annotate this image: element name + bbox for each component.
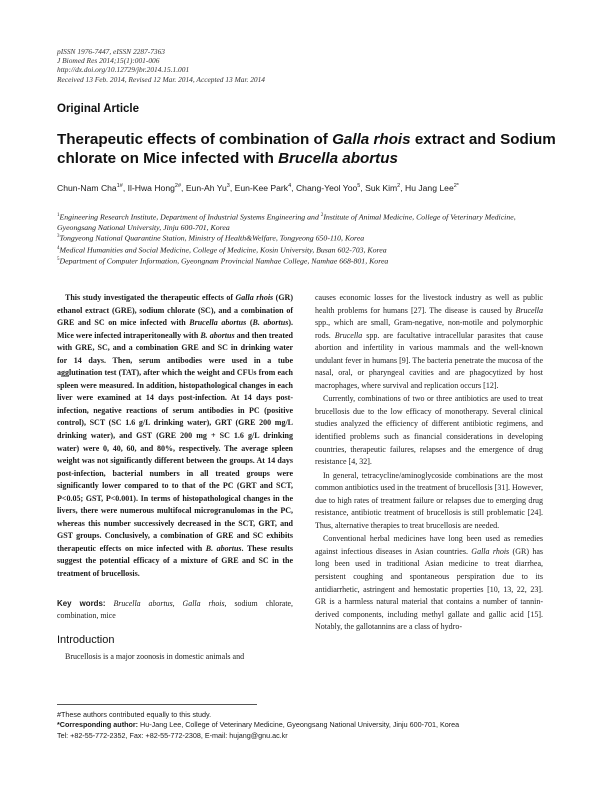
left-column	[57, 292, 293, 663]
title-text-1: Therapeutic effects of combination of	[57, 131, 333, 148]
footnote-contact: Tel: +82-55-772-2352, Fax: +82-55-772-2308, E-mail: hujang@gnu.ac.kr	[57, 730, 288, 740]
right-column	[315, 292, 543, 635]
citation: J Biomed Res 2014;15(1):001-006	[57, 56, 160, 66]
introduction-paragraph: Brucellosis is a major zoonosis in domestic animals and	[65, 651, 245, 661]
keywords-italic: Brucella abortus, Galla rhois,	[113, 598, 227, 608]
affiliation-3: $^3$Tongyeong National Quarantine Station, Ministry of Health&Welfare, Tongyeong 650-110, Korea	[57, 234, 365, 243]
body-paragraph-4: Conventional herbal medicines have long been used as remedies against infectious diseases in Asian countries. Galla rhois (GR) has long been used in traditional Asian medicine to treat diarrhea, persistent coughing and spontaneous perspiration due to its antidiarrhetic, astringent and hemostatic properties [10, 13, 22, 23]. GR is a harmless natural material that contains a number of tannin-derived components, including methyl gallate and gallic acid [15]. Notably, the gallotannins are a class of hydro-	[315, 534, 543, 632]
abstract: This study investigated the therapeutic effects of Galla rhois (GR) ethanol extract (GRE), sodium chlorate (SC), and a combination of GRE and SC on mice infected with Brucella abortus (B. abortus). Mice were infected intraperitoneally with B. abortus and then treated with GRE, SC, and a combination GRE and SC in drinking water for 14 days. Then, serum antibodies were used in a tube agglutination test (TAT), after which the weight and CFUs from each spleen were measured. In addition, histopathological changes in each liver were examined at 14 days post-infection. At 14 days post-infection, negative reactions of serum antibodies in PC (positive control), SCT (SC 1.6 g/L drinking water), GRT (GRE 200 mg/L drinking water), and GST (GRE 200 mg + SC 1.6 g/L drinking water) were 0, 40, 60, and 80%, respectively. The average spleen weight was not significantly different between the groups. At 14 days post-infection, bacterial numbers in all treated groups were significantly lower compared to to that of the PC (GRT and SCT, P<0.05; GST, P<0.001). In terms of histopathological changes in the livers, there were numerous multifocal microgranulomas in the PC, whereas this number successively decreased in the SCT, GRT, and GST groups. Conclusively, a combination of GRE and SC exhibits therapeutic effects on mice infected with B. abortus. These results suggest the potential efficacy of a mixture of GRE and SC in the treatment of brucellosis.	[57, 293, 294, 579]
affiliation-4: $^4$Medical Humanities and Social Medicine, College of Medicine, Kosin University, Busan 602-703, Korea	[57, 245, 387, 255]
author: Chang-Yeol Yoo$^5$	[295, 182, 361, 193]
doi-link[interactable]: http://dx.doi.org/10.12729/jbr.2014.15.1.001	[57, 65, 190, 75]
keywords-rest: sodium chlorate, combination, mice	[57, 598, 293, 620]
author: Suk Kim$^2$	[365, 182, 401, 193]
affiliations	[57, 211, 547, 267]
author: Chun-Nam Cha$^{1\#}$	[57, 182, 123, 193]
affiliation-5: $^5$Department of Computer Information, Gyeongnam Provincial Namhae College, Namhae 668-801, Korea	[57, 257, 389, 266]
footnote-divider	[57, 704, 257, 705]
footnote-corresponding-author: *Corresponding author: Hu-Jang Lee, College of Veterinary Medicine, Gyeongsang National University, Jinju 600-701, Korea	[57, 720, 460, 730]
article-type: Original Article	[57, 103, 140, 115]
author: Hu Jang Lee$^{2*}$	[404, 182, 459, 193]
section-heading-introduction: Introduction	[57, 633, 115, 646]
paper-title	[57, 131, 557, 168]
body-paragraph-1: causes economic losses for the livestock industry as well as public health problems for humans [27]. The disease is caused by Brucella spp., which are small, Gram-negative, non-motile and polymorphic rods. Brucella spp. are facultative intracellular parasites that cause abortion and infertility in various mammals and the well-known undulant fever in humans [9]. The bacteria penetrate the mucosa of the nasal, oral, or pharyngeal cavities and are phagocytized by host macrophages, where survival and replication occurs [12].	[315, 293, 543, 390]
received-dates: Received 13 Feb. 2014, Revised 12 Mar. 2014, Accepted 13 Mar. 2014	[57, 74, 265, 84]
footnote-equal-contribution: #These authors contributed equally to this study.	[57, 710, 212, 719]
title-text-2: extract and Sodium chlorate on Mice infected with	[57, 131, 556, 167]
affiliation-1-2: $^1$Engineering Research Institute, Department of Industrial Systems Engineering and $^2$Institute of Animal Medicine, College of Veterinary Medicine, Gyeongsang National University, Jinju 600-701, Korea	[57, 212, 516, 232]
issn: pISSN 1976-7447, eISSN 2287-7363	[57, 47, 165, 56]
footnotes	[57, 710, 547, 741]
author: Eun-Ah Yu$^3$	[185, 182, 230, 193]
author: Eun-Kee Park$^4$	[234, 182, 292, 193]
title-italic-2: Brucella abortus	[278, 149, 398, 167]
author-list: Chun-Nam Cha$^{1\#}$, Il-Hwa Hong$^{2\#}$, Eun-Ah Yu$^3$, Eun-Kee Park$^4$, Chang-Yeol Yoo$^5$, Suk Kim$^2$, Hu Jang Lee$^{2*}$	[57, 182, 459, 193]
body-paragraph-2: Currently, combinations of two or three antibiotics are used to treat brucellosis due to the low efficacy of monotherapy. Several clinical studies analyzed the efficiency of different antibiotic regimens, and identified problems such as financial considerations in developing countries, therapeutic failures, relapses and the emergence of drug resistance [4, 32].	[315, 394, 543, 467]
keywords	[57, 598, 293, 622]
title-italic-1: Galla rhois	[332, 131, 411, 148]
author: Il-Hwa Hong$^{2\#}$	[127, 182, 182, 193]
journal-meta	[57, 47, 537, 84]
keywords-label: Key words:	[57, 598, 106, 608]
body-paragraph-3: In general, tetracycline/aminoglycoside combinations are the most common antibiotics used in the treatment of brucellosis [31]. However, due to high rates of treatment failure or relapses due to emerging drug resistance, antibiotic treatment of brucellosis is still problematic [24]. Thus, alternative therapies to treat brucellosis are needed.	[315, 470, 543, 530]
